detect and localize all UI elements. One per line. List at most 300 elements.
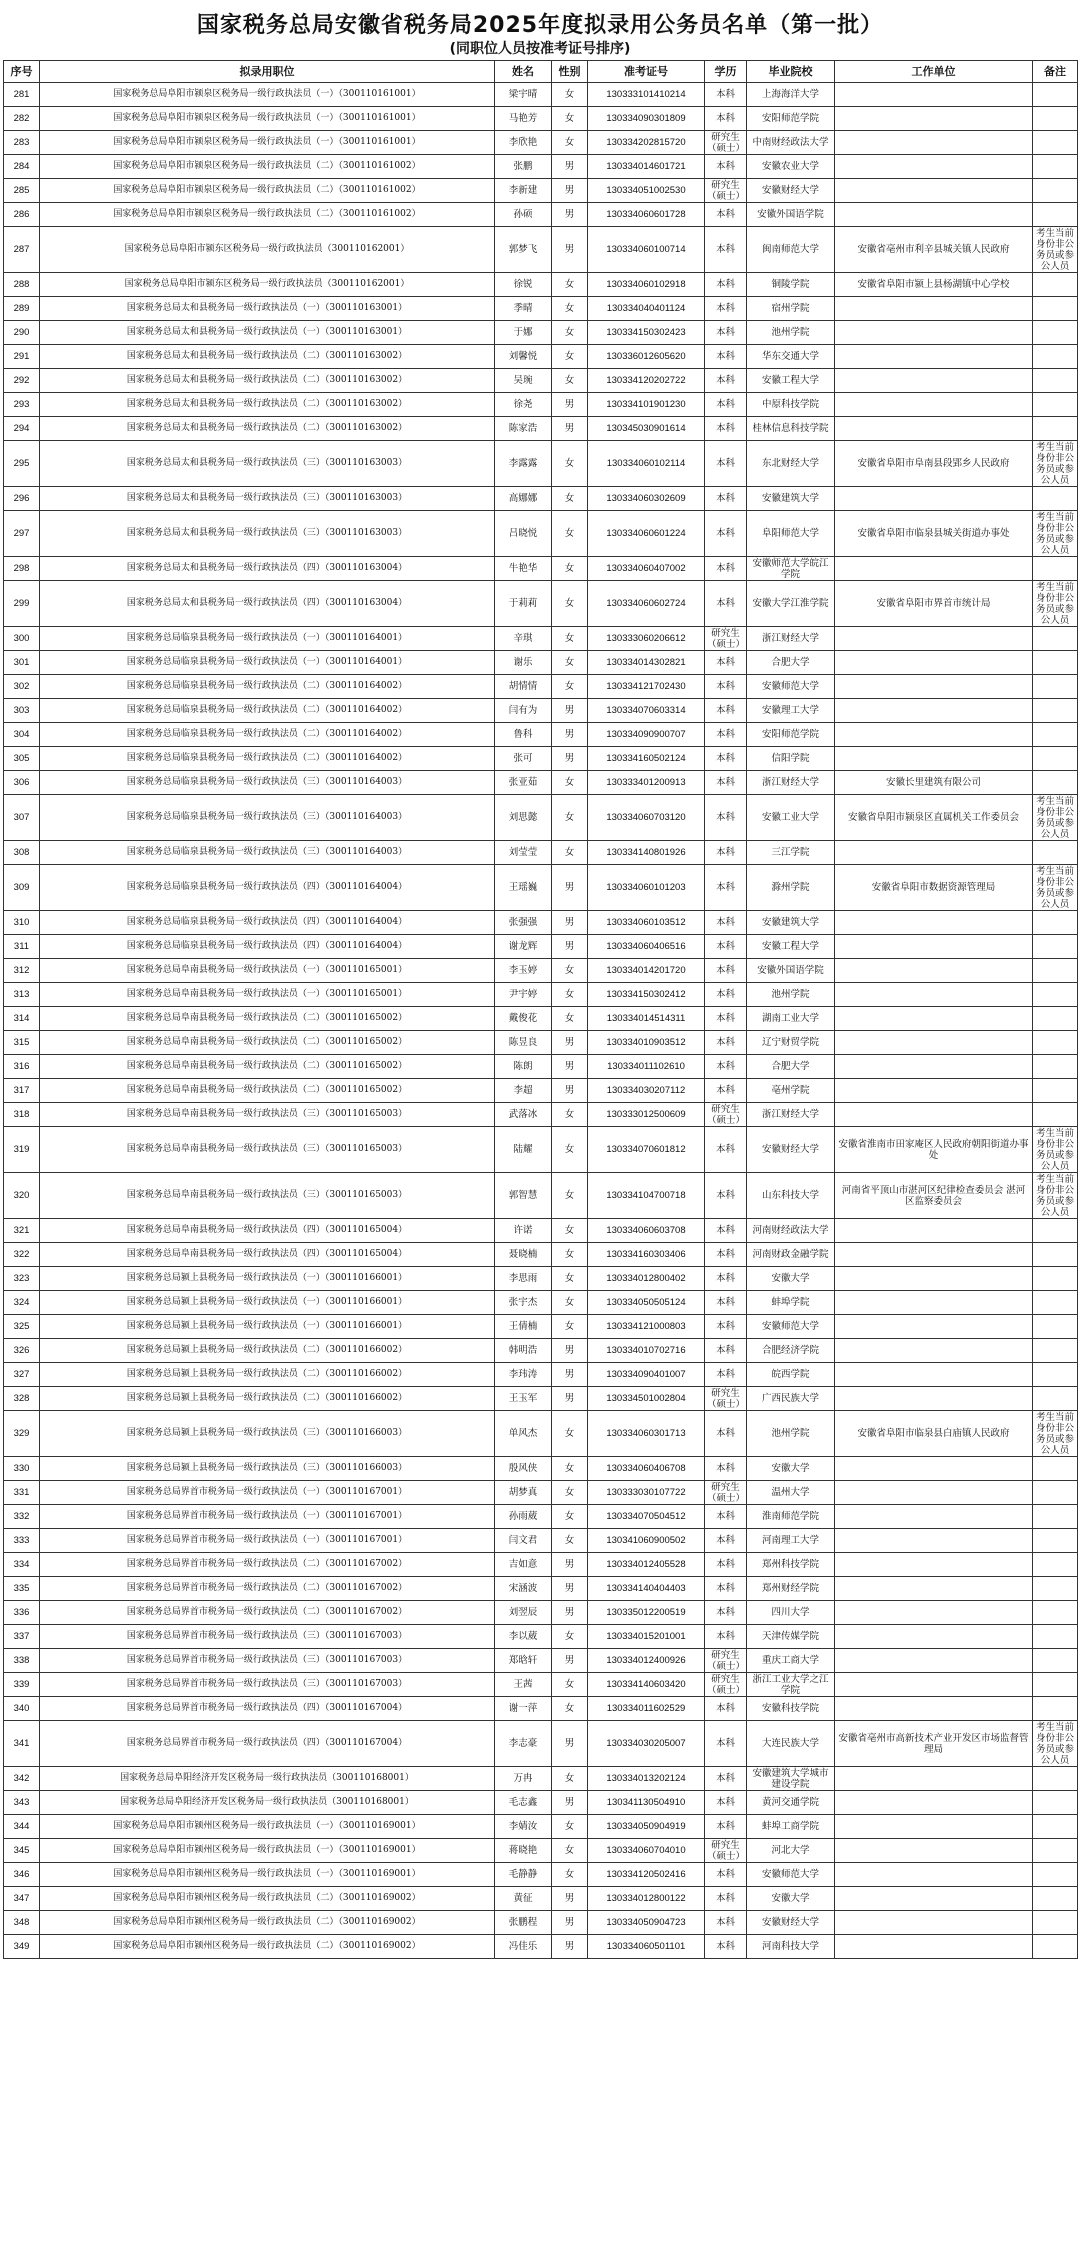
cell-education: 本科	[705, 1863, 747, 1887]
cell-sex: 女	[552, 83, 588, 107]
cell-exam-id: 130334104700718	[588, 1173, 705, 1219]
cell-school: 安徽科技学院	[747, 1697, 835, 1721]
cell-school: 三江学院	[747, 841, 835, 865]
table-row	[4, 627, 1078, 651]
cell-position: 国家税务总局界首市税务局一级行政执法员（一）（300110167001）	[40, 1481, 495, 1505]
cell-remark	[1033, 203, 1078, 227]
cell-education: 本科	[705, 1363, 747, 1387]
cell-name: 李婧汝	[495, 1815, 552, 1839]
table-row	[4, 1839, 1078, 1863]
cell-exam-id: 130334070504512	[588, 1505, 705, 1529]
cell-school: 山东科技大学	[747, 1173, 835, 1219]
cell-school: 安徽工程大学	[747, 935, 835, 959]
table-row	[4, 1363, 1078, 1387]
cell-sex: 男	[552, 1055, 588, 1079]
cell-position: 国家税务总局阜南县税务局一级行政执法员（二）（300110165002）	[40, 1079, 495, 1103]
cell-sex: 男	[552, 1601, 588, 1625]
cell-no: 328	[4, 1387, 40, 1411]
cell-education: 本科	[705, 1219, 747, 1243]
cell-remark	[1033, 1839, 1078, 1863]
cell-exam-id: 130334060103512	[588, 911, 705, 935]
cell-education: 本科	[705, 1031, 747, 1055]
cell-exam-id: 130334090401007	[588, 1363, 705, 1387]
cell-sex: 女	[552, 441, 588, 487]
cell-remark: 考生当前身份非公务员或参公人员	[1033, 227, 1078, 273]
cell-school: 池州学院	[747, 983, 835, 1007]
cell-no: 330	[4, 1457, 40, 1481]
cell-remark	[1033, 675, 1078, 699]
cell-no: 294	[4, 417, 40, 441]
cell-no: 347	[4, 1887, 40, 1911]
table-row	[4, 865, 1078, 911]
cell-education: 研究生（硕士）	[705, 131, 747, 155]
cell-workplace	[835, 1649, 1033, 1673]
table-row	[4, 1079, 1078, 1103]
cell-education: 研究生（硕士）	[705, 1839, 747, 1863]
cell-name: 谢乐	[495, 651, 552, 675]
table-row	[4, 841, 1078, 865]
col-header-sex: 性别	[552, 61, 588, 83]
cell-position: 国家税务总局阜南县税务局一级行政执法员（二）（300110165002）	[40, 1055, 495, 1079]
cell-workplace	[835, 699, 1033, 723]
cell-school: 合肥大学	[747, 1055, 835, 1079]
cell-workplace	[835, 1887, 1033, 1911]
cell-workplace	[835, 107, 1033, 131]
cell-school: 河南财政金融学院	[747, 1243, 835, 1267]
cell-school: 安徽财经大学	[747, 1911, 835, 1935]
table-row	[4, 1815, 1078, 1839]
cell-name: 陈朗	[495, 1055, 552, 1079]
cell-position: 国家税务总局颍上县税务局一级行政执法员（一）（300110166001）	[40, 1267, 495, 1291]
cell-exam-id: 130334060703120	[588, 795, 705, 841]
cell-remark	[1033, 297, 1078, 321]
cell-remark	[1033, 1625, 1078, 1649]
cell-name: 牛艳华	[495, 557, 552, 581]
cell-name: 郭智慧	[495, 1173, 552, 1219]
cell-education: 研究生（硕士）	[705, 1387, 747, 1411]
cell-no: 349	[4, 1935, 40, 1959]
cell-name: 马艳芳	[495, 107, 552, 131]
cell-school: 安徽工程大学	[747, 369, 835, 393]
cell-no: 286	[4, 203, 40, 227]
cell-sex: 男	[552, 1887, 588, 1911]
cell-name: 王茜	[495, 1673, 552, 1697]
cell-remark: 考生当前身份非公务员或参公人员	[1033, 1127, 1078, 1173]
cell-no: 325	[4, 1315, 40, 1339]
cell-remark	[1033, 1601, 1078, 1625]
cell-sex: 女	[552, 1267, 588, 1291]
cell-exam-id: 130334121000803	[588, 1315, 705, 1339]
cell-no: 287	[4, 227, 40, 273]
cell-workplace	[835, 841, 1033, 865]
table-row	[4, 487, 1078, 511]
cell-no: 306	[4, 771, 40, 795]
cell-education: 本科	[705, 1315, 747, 1339]
cell-exam-id: 130334011102610	[588, 1055, 705, 1079]
cell-remark	[1033, 1387, 1078, 1411]
cell-exam-id: 130334140404403	[588, 1577, 705, 1601]
cell-school: 桂林信息科技学院	[747, 417, 835, 441]
cell-name: 梁宇晴	[495, 83, 552, 107]
cell-exam-id: 130334030205007	[588, 1721, 705, 1767]
cell-remark	[1033, 345, 1078, 369]
cell-school: 安阳师范学院	[747, 107, 835, 131]
cell-position: 国家税务总局界首市税务局一级行政执法员（一）（300110167001）	[40, 1529, 495, 1553]
cell-name: 张可	[495, 747, 552, 771]
table-row	[4, 1625, 1078, 1649]
cell-no: 302	[4, 675, 40, 699]
table-row	[4, 1387, 1078, 1411]
cell-sex: 女	[552, 1291, 588, 1315]
table-row	[4, 675, 1078, 699]
cell-sex: 男	[552, 935, 588, 959]
cell-sex: 男	[552, 1363, 588, 1387]
cell-workplace	[835, 345, 1033, 369]
cell-remark	[1033, 1673, 1078, 1697]
cell-name: 张鹏程	[495, 1911, 552, 1935]
cell-school: 阜阳师范大学	[747, 511, 835, 557]
cell-workplace	[835, 911, 1033, 935]
cell-workplace	[835, 1219, 1033, 1243]
cell-workplace	[835, 1839, 1033, 1863]
col-header-education: 学历	[705, 61, 747, 83]
cell-no: 346	[4, 1863, 40, 1887]
col-header-exam-id: 准考证号	[588, 61, 705, 83]
cell-school: 信阳学院	[747, 747, 835, 771]
cell-no: 311	[4, 935, 40, 959]
cell-position: 国家税务总局太和县税务局一级行政执法员（三）（300110163003）	[40, 487, 495, 511]
cell-position: 国家税务总局太和县税务局一级行政执法员（二）（300110163002）	[40, 417, 495, 441]
cell-school: 温州大学	[747, 1481, 835, 1505]
cell-exam-id: 130334090900707	[588, 723, 705, 747]
cell-name: 孙硕	[495, 203, 552, 227]
cell-exam-id: 130334120502416	[588, 1863, 705, 1887]
cell-no: 290	[4, 321, 40, 345]
cell-no: 283	[4, 131, 40, 155]
cell-school: 安徽师范大学	[747, 675, 835, 699]
cell-school: 安徽师范大学	[747, 1315, 835, 1339]
cell-name: 季晴	[495, 297, 552, 321]
cell-name: 吉如意	[495, 1553, 552, 1577]
cell-name: 徐尧	[495, 393, 552, 417]
cell-remark	[1033, 107, 1078, 131]
cell-exam-id: 130334060501101	[588, 1935, 705, 1959]
cell-school: 浙江财经大学	[747, 771, 835, 795]
cell-position: 国家税务总局太和县税务局一级行政执法员（二）（300110163002）	[40, 369, 495, 393]
cell-position: 国家税务总局阜南县税务局一级行政执法员（二）（300110165002）	[40, 1031, 495, 1055]
cell-no: 332	[4, 1505, 40, 1529]
cell-position: 国家税务总局太和县税务局一级行政执法员（四）（300110163004）	[40, 581, 495, 627]
cell-name: 李超	[495, 1079, 552, 1103]
cell-sex: 男	[552, 1721, 588, 1767]
cell-remark	[1033, 723, 1078, 747]
table-row	[4, 651, 1078, 675]
cell-position: 国家税务总局临泉县税务局一级行政执法员（二）（300110164002）	[40, 747, 495, 771]
cell-no: 345	[4, 1839, 40, 1863]
cell-exam-id: 130334060704010	[588, 1839, 705, 1863]
table-row	[4, 1103, 1078, 1127]
cell-school: 安徽大学	[747, 1887, 835, 1911]
table-row	[4, 911, 1078, 935]
table-row	[4, 1055, 1078, 1079]
cell-school: 蚌埠学院	[747, 1291, 835, 1315]
cell-education: 本科	[705, 795, 747, 841]
table-row	[4, 1601, 1078, 1625]
cell-education: 研究生（硕士）	[705, 627, 747, 651]
cell-exam-id: 130334012800402	[588, 1267, 705, 1291]
cell-education: 本科	[705, 369, 747, 393]
cell-exam-id: 130334060601728	[588, 203, 705, 227]
cell-education: 本科	[705, 911, 747, 935]
cell-sex: 女	[552, 795, 588, 841]
cell-exam-id: 130333030107722	[588, 1481, 705, 1505]
cell-name: 武落冰	[495, 1103, 552, 1127]
cell-name: 吕晓悦	[495, 511, 552, 557]
table-row	[4, 1697, 1078, 1721]
cell-name: 万冉	[495, 1767, 552, 1791]
cell-workplace	[835, 83, 1033, 107]
cell-position: 国家税务总局界首市税务局一级行政执法员（三）（300110167003）	[40, 1649, 495, 1673]
cell-remark	[1033, 1815, 1078, 1839]
cell-position: 国家税务总局阜阳市颍泉区税务局一级行政执法员（一）（300110161001）	[40, 131, 495, 155]
table-row	[4, 321, 1078, 345]
cell-education: 本科	[705, 841, 747, 865]
cell-sex: 女	[552, 959, 588, 983]
cell-position: 国家税务总局界首市税务局一级行政执法员（二）（300110167002）	[40, 1577, 495, 1601]
cell-remark	[1033, 1291, 1078, 1315]
cell-education: 本科	[705, 699, 747, 723]
cell-workplace	[835, 179, 1033, 203]
cell-workplace	[835, 1267, 1033, 1291]
cell-position: 国家税务总局临泉县税务局一级行政执法员（一）（300110164001）	[40, 651, 495, 675]
cell-position: 国家税务总局阜阳市颍州区税务局一级行政执法员（二）（300110169002）	[40, 1887, 495, 1911]
cell-education: 本科	[705, 1339, 747, 1363]
cell-exam-id: 130334202815720	[588, 131, 705, 155]
table-row	[4, 1315, 1078, 1339]
cell-sex: 女	[552, 1529, 588, 1553]
table-row	[4, 1457, 1078, 1481]
cell-exam-id: 130334101901230	[588, 393, 705, 417]
cell-workplace	[835, 1481, 1033, 1505]
cell-no: 301	[4, 651, 40, 675]
cell-education: 本科	[705, 417, 747, 441]
cell-school: 中原科技学院	[747, 393, 835, 417]
cell-remark	[1033, 1007, 1078, 1031]
cell-exam-id: 130334150302412	[588, 983, 705, 1007]
cell-no: 284	[4, 155, 40, 179]
cell-sex: 男	[552, 1339, 588, 1363]
cell-remark	[1033, 911, 1078, 935]
cell-position: 国家税务总局界首市税务局一级行政执法员（二）（300110167002）	[40, 1553, 495, 1577]
cell-workplace	[835, 935, 1033, 959]
cell-remark	[1033, 935, 1078, 959]
cell-exam-id: 130334160303406	[588, 1243, 705, 1267]
cell-position: 国家税务总局阜阳市颍东区税务局一级行政执法员（300110162001）	[40, 227, 495, 273]
cell-sex: 男	[552, 179, 588, 203]
cell-remark	[1033, 1529, 1078, 1553]
cell-name: 李志豪	[495, 1721, 552, 1767]
cell-name: 闫文君	[495, 1529, 552, 1553]
cell-sex: 女	[552, 1625, 588, 1649]
cell-sex: 女	[552, 273, 588, 297]
cell-position: 国家税务总局阜阳市颍州区税务局一级行政执法员（二）（300110169002）	[40, 1935, 495, 1959]
cell-workplace	[835, 959, 1033, 983]
cell-school: 广西民族大学	[747, 1387, 835, 1411]
cell-no: 340	[4, 1697, 40, 1721]
cell-workplace	[835, 1055, 1033, 1079]
cell-name: 尹宇婷	[495, 983, 552, 1007]
cell-remark	[1033, 1219, 1078, 1243]
table-row	[4, 1553, 1078, 1577]
cell-position: 国家税务总局阜南县税务局一级行政执法员（三）（300110165003）	[40, 1173, 495, 1219]
cell-workplace	[835, 1815, 1033, 1839]
cell-remark	[1033, 155, 1078, 179]
col-header-school: 毕业院校	[747, 61, 835, 83]
cell-position: 国家税务总局太和县税务局一级行政执法员（二）（300110163002）	[40, 393, 495, 417]
cell-education: 本科	[705, 1577, 747, 1601]
table-row	[4, 1127, 1078, 1173]
cell-school: 重庆工商大学	[747, 1649, 835, 1673]
cell-position: 国家税务总局临泉县税务局一级行政执法员（三）（300110164003）	[40, 771, 495, 795]
cell-no: 323	[4, 1267, 40, 1291]
cell-exam-id: 130334060603708	[588, 1219, 705, 1243]
cell-sex: 女	[552, 321, 588, 345]
cell-position: 国家税务总局颍上县税务局一级行政执法员（三）（300110166003）	[40, 1457, 495, 1481]
table-row	[4, 511, 1078, 557]
cell-workplace	[835, 1553, 1033, 1577]
cell-no: 299	[4, 581, 40, 627]
cell-exam-id: 130334015201001	[588, 1625, 705, 1649]
cell-name: 蒋晓艳	[495, 1839, 552, 1863]
cell-school: 安徽外国语学院	[747, 203, 835, 227]
table-row	[4, 369, 1078, 393]
table-row	[4, 581, 1078, 627]
cell-school: 上海海洋大学	[747, 83, 835, 107]
cell-education: 本科	[705, 1791, 747, 1815]
cell-name: 闫有为	[495, 699, 552, 723]
cell-no: 289	[4, 297, 40, 321]
cell-workplace	[835, 369, 1033, 393]
cell-workplace	[835, 1791, 1033, 1815]
cell-school: 安阳师范学院	[747, 723, 835, 747]
cell-sex: 女	[552, 1457, 588, 1481]
cell-education: 本科	[705, 557, 747, 581]
cell-education: 本科	[705, 865, 747, 911]
cell-position: 国家税务总局界首市税务局一级行政执法员（一）（300110167001）	[40, 1505, 495, 1529]
cell-workplace	[835, 1363, 1033, 1387]
cell-position: 国家税务总局太和县税务局一级行政执法员（三）（300110163003）	[40, 511, 495, 557]
cell-position: 国家税务总局颍上县税务局一级行政执法员（一）（300110166001）	[40, 1291, 495, 1315]
cell-workplace: 安徽省亳州市高新技术产业开发区市场监督管理局	[835, 1721, 1033, 1767]
cell-school: 皖西学院	[747, 1363, 835, 1387]
cell-workplace: 安徽长里建筑有限公司	[835, 771, 1033, 795]
cell-position: 国家税务总局颍上县税务局一级行政执法员（三）（300110166003）	[40, 1411, 495, 1457]
cell-remark	[1033, 1363, 1078, 1387]
cell-education: 本科	[705, 1127, 747, 1173]
cell-exam-id: 130334060102918	[588, 273, 705, 297]
cell-no: 329	[4, 1411, 40, 1457]
cell-remark	[1033, 393, 1078, 417]
cell-remark	[1033, 1863, 1078, 1887]
cell-remark	[1033, 321, 1078, 345]
cell-school: 安徽财经大学	[747, 179, 835, 203]
cell-sex: 男	[552, 747, 588, 771]
cell-school: 四川大学	[747, 1601, 835, 1625]
cell-name: 李玮涛	[495, 1363, 552, 1387]
table-row	[4, 131, 1078, 155]
cell-name: 张亚茹	[495, 771, 552, 795]
cell-workplace	[835, 1315, 1033, 1339]
cell-position: 国家税务总局太和县税务局一级行政执法员（二）（300110163002）	[40, 345, 495, 369]
table-row	[4, 795, 1078, 841]
table-row	[4, 1243, 1078, 1267]
cell-exam-id: 130334060301713	[588, 1411, 705, 1457]
cell-remark	[1033, 1481, 1078, 1505]
cell-education: 本科	[705, 983, 747, 1007]
cell-remark	[1033, 1887, 1078, 1911]
cell-exam-id: 130334121702430	[588, 675, 705, 699]
cell-position: 国家税务总局阜阳市颍泉区税务局一级行政执法员（二）（300110161002）	[40, 179, 495, 203]
cell-workplace	[835, 1505, 1033, 1529]
table-row	[4, 983, 1078, 1007]
table-row	[4, 179, 1078, 203]
cell-education: 本科	[705, 935, 747, 959]
cell-no: 308	[4, 841, 40, 865]
cell-remark	[1033, 1103, 1078, 1127]
cell-no: 324	[4, 1291, 40, 1315]
cell-name: 戴俊花	[495, 1007, 552, 1031]
cell-school: 中南财经政法大学	[747, 131, 835, 155]
cell-sex: 女	[552, 1839, 588, 1863]
cell-school: 安徽外国语学院	[747, 959, 835, 983]
cell-position: 国家税务总局太和县税务局一级行政执法员（一）（300110163001）	[40, 321, 495, 345]
cell-no: 333	[4, 1529, 40, 1553]
cell-sex: 男	[552, 1079, 588, 1103]
cell-position: 国家税务总局临泉县税务局一级行政执法员（三）（300110164003）	[40, 841, 495, 865]
cell-no: 339	[4, 1673, 40, 1697]
cell-position: 国家税务总局临泉县税务局一级行政执法员（二）（300110164002）	[40, 699, 495, 723]
cell-name: 李思雨	[495, 1267, 552, 1291]
cell-education: 本科	[705, 441, 747, 487]
cell-sex: 女	[552, 345, 588, 369]
cell-no: 321	[4, 1219, 40, 1243]
cell-sex: 女	[552, 1219, 588, 1243]
cell-sex: 女	[552, 511, 588, 557]
table-row	[4, 1863, 1078, 1887]
cell-exam-id: 130334050904723	[588, 1911, 705, 1935]
cell-position: 国家税务总局界首市税务局一级行政执法员（三）（300110167003）	[40, 1625, 495, 1649]
cell-sex: 女	[552, 1243, 588, 1267]
cell-workplace	[835, 487, 1033, 511]
cell-sex: 女	[552, 369, 588, 393]
cell-exam-id: 130334060602724	[588, 581, 705, 627]
cell-exam-id: 130334090301809	[588, 107, 705, 131]
cell-name: 陈家浩	[495, 417, 552, 441]
cell-remark	[1033, 417, 1078, 441]
cell-education: 研究生（硕士）	[705, 1673, 747, 1697]
cell-school: 安徽财经大学	[747, 1127, 835, 1173]
cell-position: 国家税务总局太和县税务局一级行政执法员（三）（300110163003）	[40, 441, 495, 487]
cell-education: 本科	[705, 1457, 747, 1481]
cell-no: 296	[4, 487, 40, 511]
cell-no: 326	[4, 1339, 40, 1363]
cell-education: 本科	[705, 1505, 747, 1529]
cell-education: 本科	[705, 1935, 747, 1959]
cell-workplace	[835, 1103, 1033, 1127]
cell-workplace	[835, 983, 1033, 1007]
cell-no: 291	[4, 345, 40, 369]
cell-sex: 男	[552, 911, 588, 935]
